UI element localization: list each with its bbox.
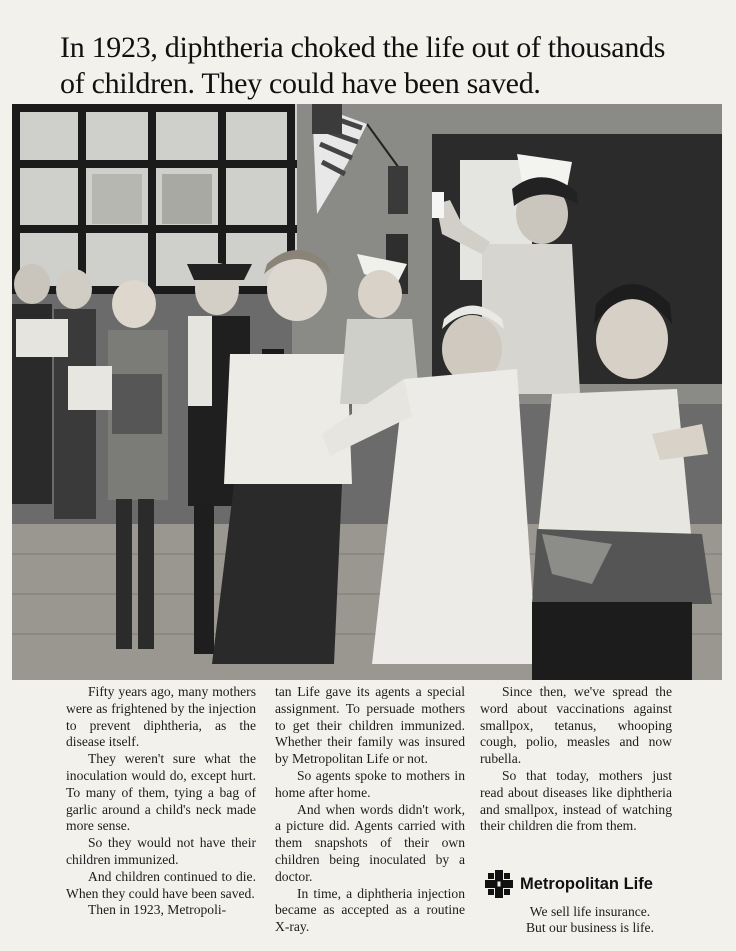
vintage-classroom-vaccination-photo — [12, 104, 722, 680]
headline-line-2: of children. They could have been saved. — [60, 67, 541, 100]
window — [12, 104, 297, 294]
paragraph: Since then, we've spread the word about vaccinations against smallpox, tetanus, whooping cough, polio, measles and now rubella. — [480, 684, 672, 767]
headline-line-1: In 1923, diphtheria choked the life out of thousands — [60, 31, 666, 64]
body-column-2 — [275, 684, 465, 936]
paragraph: Fifty years ago, many mothers were as frightened by the injection to prevent diphtheria, as the disease itself. — [66, 684, 256, 750]
tagline — [500, 904, 680, 936]
tagline-line-1: We sell life insurance. — [529, 904, 651, 919]
paragraph: In time, a diphtheria injection became as accepted as a routine X-ray. — [275, 885, 465, 935]
brand-signature — [484, 870, 684, 898]
paragraph: So agents spoke to mothers in home after home. — [275, 767, 465, 800]
brand-name: Metropolitan Life — [520, 874, 653, 893]
body-column-1 — [66, 684, 256, 919]
paragraph: tan Life gave its agents a special assignment. To persuade mothers to get their children immunized. Whether their family was insured by Metropolitan Life or not. — [275, 684, 465, 767]
metlife-cross-logo-icon — [484, 870, 514, 898]
paragraph: And when words didn't work, a picture did. Agents carried with them snapshots of their own children being inoculated by a doctor. — [275, 801, 465, 884]
tagline-line-2: But our business is life. — [525, 920, 654, 935]
paragraph: And children continued to die. When they could have been saved. — [66, 868, 256, 901]
headline — [60, 30, 720, 102]
paragraph: They weren't sure what the inoculation would do, except hurt. To many of them, tying a bag of garlic around a child's neck made more sense. — [66, 751, 256, 834]
paragraph: So that today, mothers just read about diseases like diphtheria and smallpox, instead of watching their children die from them. — [480, 767, 672, 834]
paragraph: Then in 1923, Metropoli- — [88, 902, 227, 918]
paragraph: So they would not have their children immunized. — [66, 835, 256, 867]
body-column-3 — [480, 684, 672, 835]
